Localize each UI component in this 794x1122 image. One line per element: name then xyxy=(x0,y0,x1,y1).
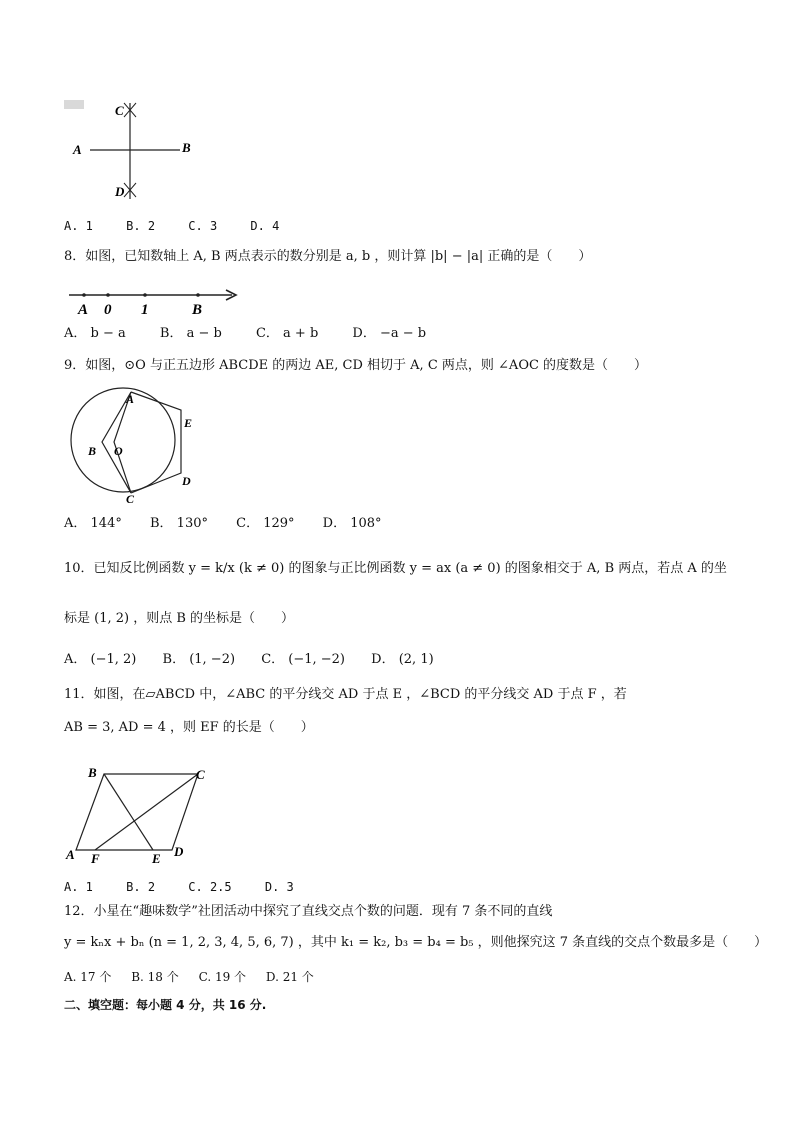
q10-stem-line1: 10．已知反比例函数 y = k/x (k ≠ 0) 的图象与正比例函数 y = ax (a ≠ 0) 的图象相交于 A, B 两点，若点 A 的坐 xyxy=(64,561,727,576)
q11-label-c: C xyxy=(196,767,205,782)
q8-label-b: B xyxy=(192,302,203,317)
q9-label-d: D xyxy=(182,474,191,488)
q12-stem-line1: 12．小星在“趣味数学”社团活动中探究了直线交点个数的问题．现有 7 条不同的直线 xyxy=(64,904,553,919)
q10-option-b[interactable]: B． (1, −2) xyxy=(162,652,236,667)
q11-option-a[interactable]: A. 1 xyxy=(64,880,93,894)
q7-option-b[interactable]: B. 2 xyxy=(126,219,156,233)
section2-heading: 二、填空题：每小题 4 分，共 16 分. xyxy=(64,998,267,1012)
q8-point-b xyxy=(196,293,200,297)
q8-label-a: A xyxy=(78,302,89,317)
q9-options xyxy=(64,515,382,533)
q11-stem-line2: AB = 3, AD = 4 ，则 EF 的长是（ ） xyxy=(64,720,314,735)
q12-option-c[interactable]: C. 19 个 xyxy=(198,970,247,984)
q12-option-a[interactable]: A. 17 个 xyxy=(64,970,112,984)
q8-option-c[interactable]: C． a + b xyxy=(255,326,319,341)
q7-options xyxy=(64,217,279,235)
q9-label-o: O xyxy=(114,444,123,458)
q8-point-zero xyxy=(106,293,110,297)
q8-option-b[interactable]: B． a − b xyxy=(159,326,222,341)
q8-stem: 8．如图，已知数轴上 A, B 两点表示的数分别是 a, b ，则计算 |b| − |a| 正确的是（ ） xyxy=(64,249,592,264)
q7-option-a[interactable]: A. 1 xyxy=(64,219,93,233)
q11-option-c[interactable]: C. 2.5 xyxy=(188,880,232,894)
q7-option-d[interactable]: D. 4 xyxy=(250,219,280,233)
q9-option-b[interactable]: B． 130° xyxy=(149,516,208,531)
q10-option-c[interactable]: C． (−1, −2) xyxy=(261,652,346,667)
q8-point-one xyxy=(143,293,147,297)
q9-circle-o xyxy=(71,388,175,492)
q7-label-a: A xyxy=(73,142,82,157)
q7-figure xyxy=(60,95,210,205)
q12-option-d[interactable]: D. 21 个 xyxy=(265,970,314,984)
q11-stem-line1: 11．如图，在▱ABCD 中，∠ABC 的平分线交 AD 于点 E ，∠BCD 的平分线交 AD 于点 F ，若 xyxy=(64,687,627,702)
q12-option-b[interactable]: B. 18 个 xyxy=(131,970,179,984)
q7-label-b: B xyxy=(182,140,191,155)
q9-pentagon-ab-bc xyxy=(102,392,131,493)
q10-option-d[interactable]: D． (2, 1) xyxy=(371,652,434,667)
q11-label-f: F xyxy=(91,851,100,866)
q11-label-e: E xyxy=(152,851,161,866)
q8-label-zero: 0 xyxy=(104,302,112,317)
q10-options xyxy=(64,651,434,669)
q8-label-one: 1 xyxy=(141,302,149,317)
q12-stem-line2: y = kₙx + bₙ (n = 1, 2, 3, 4, 5, 6, 7) ，其中 k₁ = k₂, b₃ = b₄ = b₅ ，则他探究这 7 条直线的交点个数最多是（ ） xyxy=(64,935,768,950)
q8-number-line xyxy=(64,285,244,317)
q9-label-a: A xyxy=(126,392,135,406)
q9-stem: 9．如图，⊙O 与正五边形 ABCDE 的两边 AE, CD 相切于 A, C 两点，则 ∠AOC 的度数是（ ） xyxy=(64,358,648,373)
q9-label-c: C xyxy=(126,492,135,506)
q8-point-a xyxy=(82,293,86,297)
q11-label-d: D xyxy=(174,844,184,859)
q11-options xyxy=(64,878,294,896)
q8-option-d[interactable]: D． −a − b xyxy=(352,326,427,341)
q10-stem-line2: 标是 (1, 2) ，则点 B 的坐标是（ ） xyxy=(64,611,295,626)
q9-label-b: B xyxy=(88,444,97,458)
q11-option-d[interactable]: D. 3 xyxy=(264,880,294,894)
q8-option-a[interactable]: A． b − a xyxy=(64,326,126,341)
q9-option-c[interactable]: C． 129° xyxy=(236,516,295,531)
q9-pentagon-sides xyxy=(131,392,181,493)
q11-parallelogram xyxy=(76,774,198,850)
q11-figure xyxy=(64,762,214,870)
q11-option-b[interactable]: B. 2 xyxy=(126,880,156,894)
q9-label-e: E xyxy=(184,416,193,430)
q8-options xyxy=(64,325,426,343)
q11-label-a: A xyxy=(66,847,75,862)
q10-option-a[interactable]: A． (−1, 2) xyxy=(64,652,137,667)
q7-label-c: C xyxy=(115,103,124,118)
q9-option-d[interactable]: D． 108° xyxy=(322,516,382,531)
q11-bisector-cf xyxy=(95,774,198,850)
q11-label-b: B xyxy=(88,765,97,780)
q9-option-a[interactable]: A． 144° xyxy=(64,516,122,531)
q9-figure xyxy=(64,385,204,507)
q7-option-c[interactable]: C. 3 xyxy=(188,219,218,233)
q12-options xyxy=(64,968,314,986)
q7-label-d: D xyxy=(115,184,125,199)
